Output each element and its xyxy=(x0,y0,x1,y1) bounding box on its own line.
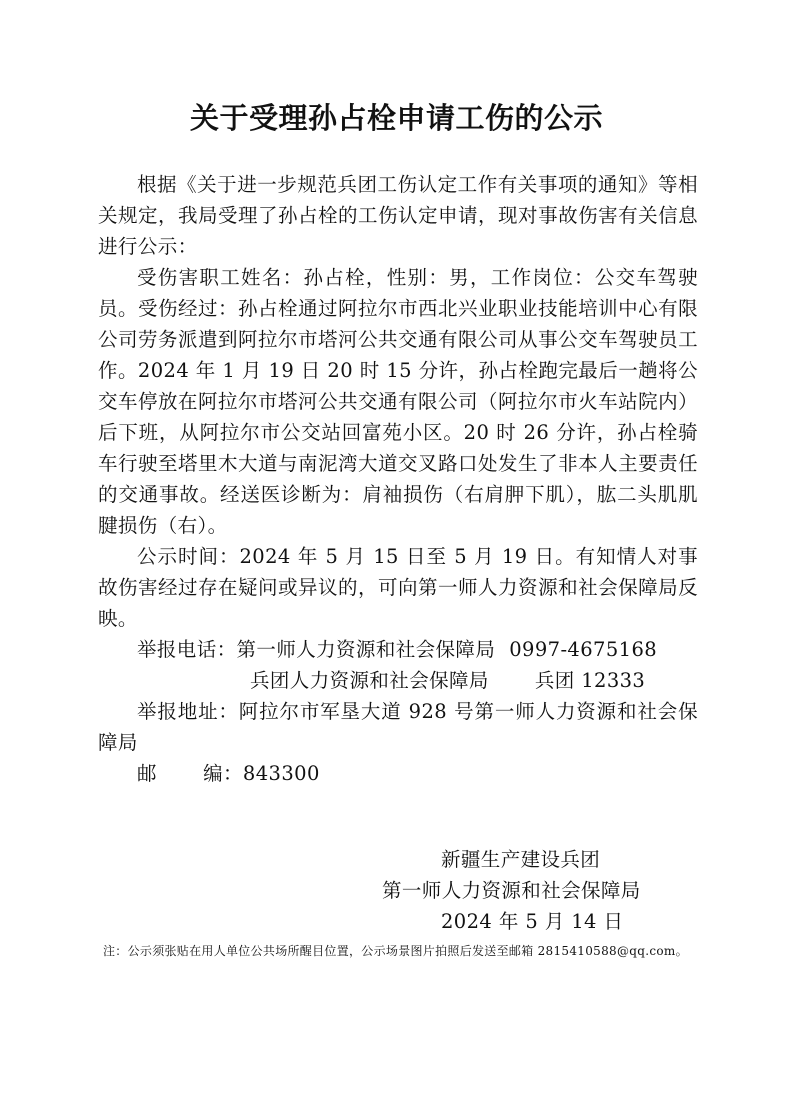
contact-phone-row-2 xyxy=(98,665,698,696)
footnote: 注：公示须张贴在用人单位公共场所醒目位置，公示场景图片拍照后发送至邮箱 2815410588@qq.com。 xyxy=(103,944,688,958)
paragraph-publicity-period: 公示时间：2024 年 5 月 15 日至 5 月 19 日。有知情人对事故伤害经过存在疑问或异议的，可向第一师人力资源和社会保障局反映。 xyxy=(98,545,698,630)
address-label: 举报地址： xyxy=(137,700,239,723)
phone-number-2: 兵团 12333 xyxy=(534,669,646,692)
signature-org-line-1: 新疆生产建设兵团 xyxy=(441,848,601,871)
paragraph-intro: 根据《关于进一步规范兵团工伤认定工作有关事项的通知》等相关规定，我局受理了孙占栓的工伤认定申请，现对事故伤害有关信息进行公示： xyxy=(98,173,698,258)
postal-label-char-1: 邮 xyxy=(137,762,157,785)
phone-org-2: 兵团人力资源和社会保障局 xyxy=(250,669,489,692)
spacer xyxy=(489,665,535,696)
contact-address xyxy=(98,696,698,758)
contact-phone-row-1 xyxy=(98,634,698,665)
signature-date: 2024 年 5 月 14 日 xyxy=(441,910,624,933)
phone-number-1: 0997-4675168 xyxy=(509,638,658,661)
phone-org-1: 第一师人力资源和社会保障局 xyxy=(236,638,496,661)
postal-label-char-2: 编 xyxy=(203,762,223,785)
document-title: 关于受理孙占栓申请工伤的公示 xyxy=(189,101,603,135)
postal-code: 843300 xyxy=(242,762,320,785)
phone-label: 举报电话： xyxy=(137,638,237,661)
postal-label xyxy=(137,758,223,789)
postal-colon: ： xyxy=(223,762,243,785)
paragraph-injury-details: 受伤害职工姓名：孙占栓，性别：男，工作岗位：公交车驾驶员。受伤经过：孙占栓通过阿拉尔市西北兴业职业技能培训中心有限公司劳务派遣到阿拉尔市塔河公共交通有限公司从事公交车驾驶员工作。2024 年 1 月 19 日 20 时 15 分许，孙占栓跑完最后一趟将公交车停放在阿拉尔市塔河公共交通有限公司（阿拉尔市火车站院内）后下班，从阿拉尔市公交站回富苑小区。20 时 26 分许，孙占栓骑车行驶至塔里木大道与南泥湾大道交叉路口处发生了非本人主要责任的交通事故。经送医诊断为：肩袖损伤（右肩胛下肌），肱二头肌肌腱损伤（右）。 xyxy=(98,266,698,537)
spacer xyxy=(495,634,509,665)
address-value: 阿拉尔市军垦大道 928 号第一师人力资源和社会保障局 xyxy=(98,700,698,754)
contact-postal-row xyxy=(98,758,698,789)
signature-org-line-2: 第一师人力资源和社会保障局 xyxy=(382,879,641,902)
document-body xyxy=(98,169,698,789)
